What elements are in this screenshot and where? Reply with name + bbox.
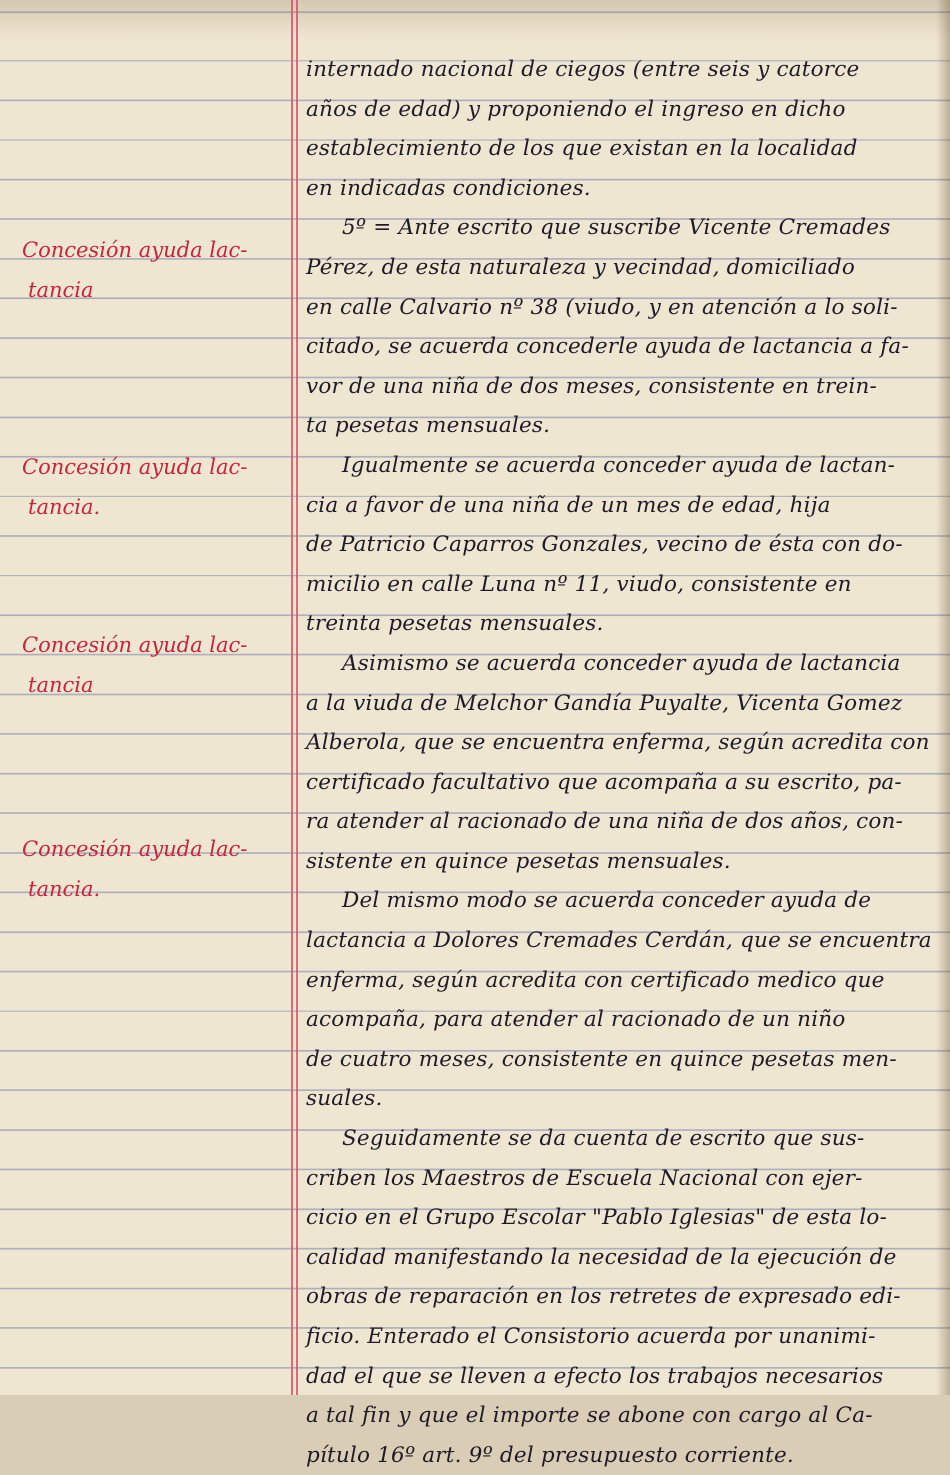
body-line: años de edad) y proponiendo el ingreso en dicho (306, 96, 846, 122)
body-line: dad el que se lleven a efecto los trabajos necesarios (306, 1363, 884, 1389)
body-line: treinta pesetas mensuales. (306, 611, 604, 637)
body-line: de Patricio Caparros Gonzales, vecino de ésta con do- (306, 532, 903, 558)
body-line: internado nacional de ciegos (entre seis y catorce (306, 57, 860, 82)
body-line: cicio en el Grupo Escolar "Pablo Iglesias" de esta lo- (306, 1205, 888, 1231)
body-line: cia a favor de una niña de un mes de edad, hija (306, 492, 831, 518)
body-line: a la viuda de Melchor Gandía Puyalte, Vicenta Gomez (306, 690, 903, 716)
page-shadow-right (936, 0, 950, 1395)
body-line: de cuatro meses, consistente en quince pesetas men- (306, 1046, 897, 1072)
body-line: pítulo 16º art. 9º del presupuesto corriente. (306, 1442, 794, 1468)
body-line: suales. (306, 1086, 383, 1112)
marginal-note-line: tancia (28, 672, 94, 697)
minutes-body (306, 50, 938, 1475)
body-line: citado, se acuerda concederle ayuda de lactancia a fa- (306, 334, 909, 360)
margin-rule-red (291, 0, 293, 1395)
body-line: en indicadas condiciones. (306, 175, 591, 201)
body-line: obras de reparación en los retretes de expresado edi- (306, 1284, 901, 1310)
body-line: certificado facultativo que acompaña a su escrito, pa- (306, 769, 902, 795)
marginal-note-line: Concesión ayuda lac- (22, 837, 248, 861)
body-line: 5º = Ante escrito que suscribe Vicente Cremades (342, 215, 891, 241)
body-line: en calle Calvario nº 38 (viudo, y en atención a lo soli- (306, 294, 898, 320)
marginal-note-3 (22, 626, 284, 705)
body-line: vor de una niña de dos meses, consistente en trein- (306, 373, 877, 399)
body-line: Igualmente se acuerda conceder ayuda de lactan- (342, 452, 896, 478)
marginal-note-line: Concesión ayuda lac- (22, 633, 248, 657)
body-line: Seguidamente se da cuenta de escrito que sus- (342, 1126, 865, 1152)
marginal-note-line: Concesión ayuda lac- (22, 238, 248, 262)
marginal-note-line: tancia (28, 277, 94, 302)
body-line: acompaña, para atender al racionado de un niño (306, 1007, 846, 1033)
body-line: micilio en calle Luna nº 11, viudo, consistente en (306, 571, 852, 597)
marginal-note-line: tancia. (28, 494, 101, 519)
marginal-note-1 (22, 231, 284, 310)
body-line: Asimismo se acuerda conceder ayuda de lactancia (342, 650, 901, 676)
marginal-note-4 (22, 830, 284, 909)
body-line: Pérez, de esta naturaleza y vecindad, domiciliado (306, 254, 856, 280)
body-line: sistente en quince pesetas mensuales. (306, 848, 731, 874)
body-line: establecimiento de los que existan en la localidad (306, 136, 858, 162)
body-line: ra atender al racionado de una niña de dos años, con- (306, 809, 904, 835)
body-line: ficio. Enterado el Consistorio acuerda por unanimi- (306, 1324, 876, 1349)
body-line: enferma, según acredita con certificado medico que (306, 967, 885, 993)
body-line: Alberola, que se encuentra enferma, según acredita con (306, 730, 930, 756)
body-line: Del mismo modo se acuerda conceder ayuda de (342, 888, 872, 914)
marginal-note-2 (22, 448, 284, 527)
body-line: criben los Maestros de Escuela Nacional con ejer- (306, 1165, 863, 1191)
body-line: ta pesetas mensuales. (306, 413, 551, 439)
page-shadow-top (0, 0, 950, 40)
body-line: calidad manifestando la necesidad de la ejecución de (306, 1244, 897, 1270)
body-line: lactancia a Dolores Cremades Cerdán, que se encuentra (306, 928, 932, 954)
marginal-note-line: tancia. (28, 876, 101, 901)
marginal-note-line: Concesión ayuda lac- (22, 455, 248, 479)
body-line: a tal fin y que el importe se abone con cargo al Ca- (306, 1403, 873, 1429)
margin-rule-red-second (296, 0, 298, 1395)
